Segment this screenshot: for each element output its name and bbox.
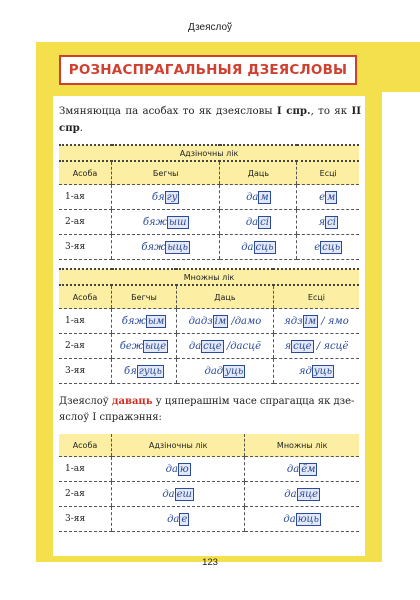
table-row <box>59 507 359 532</box>
page-number: 123 <box>202 557 218 568</box>
ending: сі <box>260 216 269 228</box>
intro-text <box>59 103 361 137</box>
person-cell: 2-ая <box>59 210 112 235</box>
ending: яце <box>298 488 319 500</box>
ending: ыш <box>168 216 187 228</box>
davac-paragraph <box>59 394 361 426</box>
ending: юць <box>297 513 319 525</box>
verb-form <box>112 235 220 260</box>
verb-form <box>112 457 245 482</box>
verb-form <box>112 210 220 235</box>
para-text-b: у цяперашнім часе спрагацца як дзе-яслоў I спражэння: <box>59 396 355 423</box>
stem: дад <box>204 365 224 377</box>
verb-form <box>112 507 245 532</box>
stem: е <box>319 191 326 203</box>
verb-form <box>112 359 177 384</box>
ending: ім <box>304 315 317 327</box>
stem: дадз <box>188 315 213 327</box>
column-header: Даць <box>176 285 273 309</box>
column-header: Множны лік <box>245 434 359 457</box>
stem: бя <box>151 191 165 203</box>
running-title: Дзеяслоў <box>187 22 233 33</box>
stem: бяж <box>121 315 146 327</box>
stem: ядз <box>284 315 303 327</box>
stem: да <box>245 216 259 228</box>
person-cell: 3-яя <box>59 359 112 384</box>
stem: да <box>246 191 259 203</box>
verb-form <box>273 309 359 334</box>
ending: еш <box>176 488 193 500</box>
stem: да <box>162 488 175 500</box>
verb-form <box>112 309 177 334</box>
person-cell: 3-яя <box>59 507 112 532</box>
verb-form <box>112 334 177 359</box>
column-header: Бегчы <box>112 161 220 185</box>
verb-form <box>176 334 273 359</box>
alt-form: / ясцё <box>313 340 349 352</box>
intro-text-a: Змяняюцца па асобах то як дзеясловы <box>59 106 277 117</box>
person-cell: 1-ая <box>59 457 112 482</box>
ending: сць <box>322 241 341 253</box>
verb-form <box>112 185 220 210</box>
plural-table <box>59 268 359 384</box>
ending: сць <box>255 241 274 253</box>
singular-table <box>59 144 359 260</box>
stem: да <box>188 340 202 352</box>
column-header: Есці <box>297 161 359 185</box>
verb-form <box>245 482 359 507</box>
column-header: Даць <box>220 161 297 185</box>
alt-form: /дасцё <box>223 340 262 352</box>
table-row <box>59 334 359 359</box>
conjugation-1-label: I спр. <box>276 105 311 117</box>
person-cell: 1-ая <box>59 185 112 210</box>
stem: да <box>284 488 297 500</box>
verb-form <box>297 210 359 235</box>
person-cell: 2-ая <box>59 482 112 507</box>
verb-form <box>245 457 359 482</box>
verb-form <box>273 359 359 384</box>
column-header: Асоба <box>59 434 112 457</box>
highlighted-verb: даваць <box>111 396 153 407</box>
stem: бя <box>123 365 137 377</box>
para-text-a: Дзеяслоў <box>59 396 112 407</box>
ending: ыць <box>167 241 188 253</box>
davac-table <box>59 434 359 532</box>
verb-form <box>220 235 297 260</box>
verb-form <box>245 507 359 532</box>
ending: гу <box>166 191 178 203</box>
ending: сі <box>327 216 336 228</box>
stem: яд <box>298 365 312 377</box>
table-row <box>59 235 359 260</box>
page-title: РОЗНАСПРАГАЛЬНЫЯ ДЗЕЯСЛОВЫ <box>59 55 357 85</box>
verb-form <box>220 210 297 235</box>
stem: беж <box>119 340 144 352</box>
ending: сце <box>203 340 222 352</box>
verb-form <box>112 482 245 507</box>
alt-form: /дамо <box>228 315 262 327</box>
table-row <box>59 482 359 507</box>
ending: сце <box>293 340 312 352</box>
ending: ым <box>147 315 165 327</box>
stem: я <box>284 340 292 352</box>
ending: ыце <box>145 340 167 352</box>
stem: да <box>283 513 296 525</box>
verb-form <box>297 185 359 210</box>
ending: уць <box>313 365 333 377</box>
person-cell: 1-ая <box>59 309 112 334</box>
table-row <box>59 185 359 210</box>
alt-form: / ямо <box>318 315 349 327</box>
intro-text-b: , то як <box>310 106 352 117</box>
stem: бяж <box>142 216 167 228</box>
ending: гуць <box>138 365 162 377</box>
ending: м <box>327 191 336 203</box>
table-row <box>59 309 359 334</box>
column-header: Асоба <box>59 161 112 185</box>
ending: ю <box>179 463 189 475</box>
verb-form <box>220 185 297 210</box>
person-cell: 3-яя <box>59 235 112 260</box>
verb-form <box>273 334 359 359</box>
intro-text-c: . <box>79 123 84 134</box>
ending: ім <box>214 315 227 327</box>
column-header: Бегчы <box>112 285 177 309</box>
ending: ём <box>301 463 316 475</box>
ending: уць <box>225 365 244 377</box>
stem: да <box>165 463 178 475</box>
stem: бяж <box>141 241 166 253</box>
table-caption: Адзіночны лік <box>59 145 359 161</box>
verb-form <box>176 309 273 334</box>
column-header: Адзіночны лік <box>112 434 245 457</box>
verb-form <box>297 235 359 260</box>
table-caption: Множны лік <box>59 269 359 285</box>
table-row <box>59 210 359 235</box>
stem: да <box>167 513 180 525</box>
stem: да <box>286 463 300 475</box>
stem: я <box>318 216 326 228</box>
table-row <box>59 359 359 384</box>
column-header: Асоба <box>59 285 112 309</box>
ending: м <box>260 191 269 203</box>
conjugation-2-label: II спр <box>59 105 361 134</box>
table-row <box>59 457 359 482</box>
stem: да <box>241 241 254 253</box>
stem: е <box>314 241 321 253</box>
verb-form <box>176 359 273 384</box>
column-header: Есці <box>273 285 359 309</box>
person-cell: 2-ая <box>59 334 112 359</box>
ending: е <box>181 513 188 525</box>
